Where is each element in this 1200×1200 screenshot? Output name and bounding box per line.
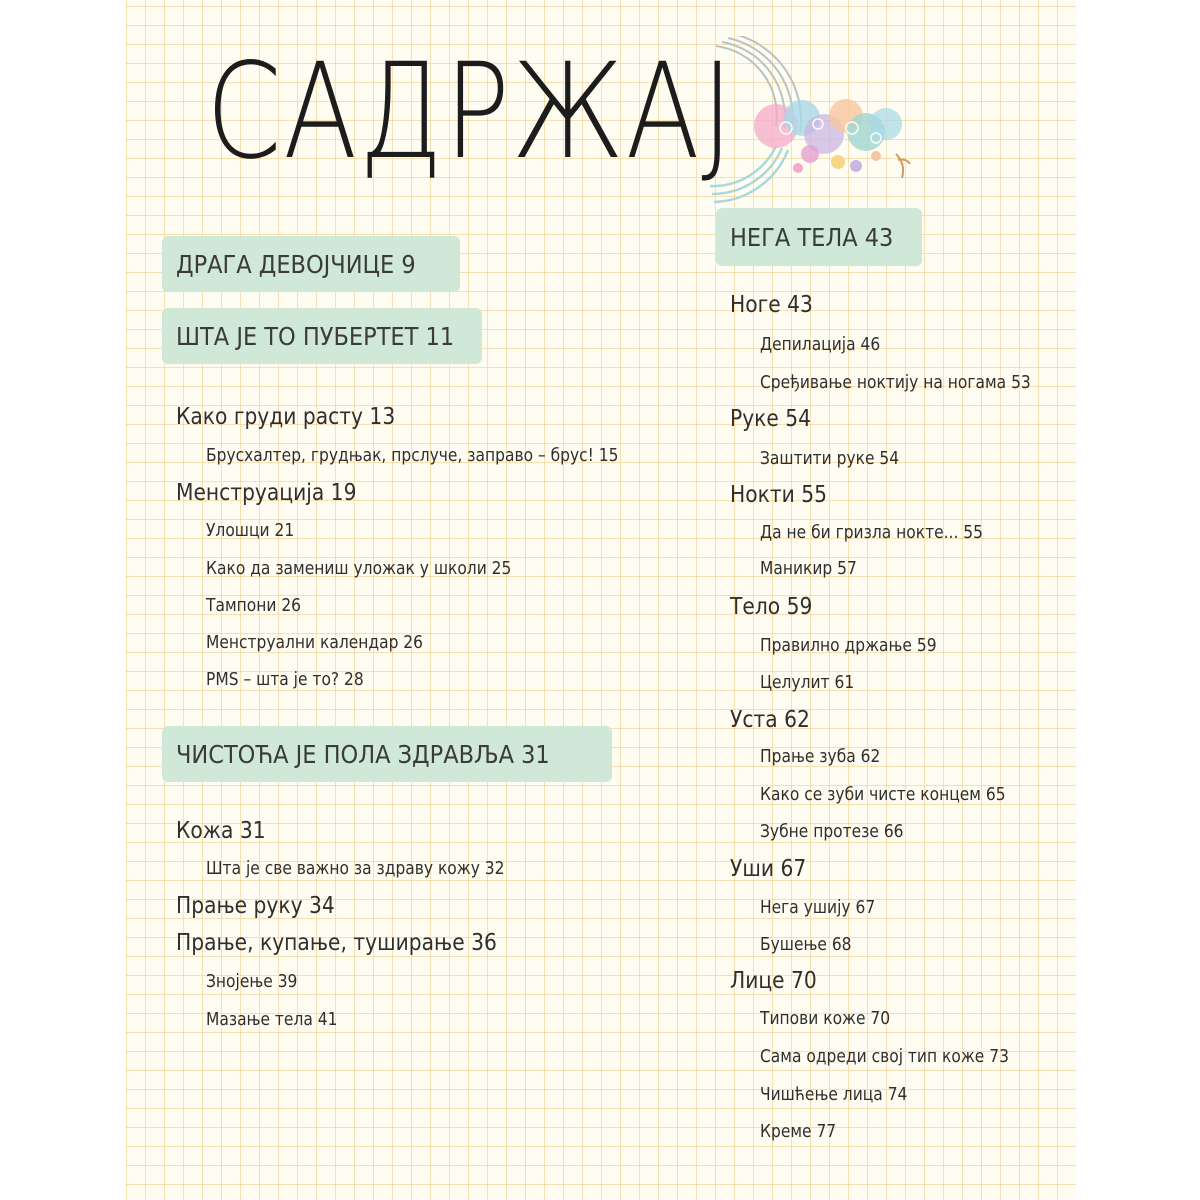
decorative-circles-ornament [706,36,926,206]
toc-entry[interactable]: Менструација 19 [176,480,357,506]
toc-subentry[interactable]: Како се зуби чисте концем 65 [760,784,1006,805]
toc-subentry[interactable]: Нега ушију 67 [760,897,876,918]
toc-subentry[interactable]: Улошци 21 [206,520,295,541]
toc-subentry[interactable]: Мазање тела 41 [206,1009,338,1030]
toc-subentry[interactable]: Прање зуба 62 [760,746,881,767]
section-header[interactable]: ЧИСТОЋА ЈЕ ПОЛА ЗДРАВЉА 31 [162,726,612,782]
toc-subentry[interactable]: Типови коже 70 [760,1008,891,1029]
toc-subentry[interactable]: Правилно држање 59 [760,635,937,656]
toc-subentry[interactable]: PMS – шта је то? 28 [206,669,364,690]
toc-subentry[interactable]: Тампони 26 [206,595,302,616]
toc-entry[interactable]: Уста 62 [730,707,810,733]
section-header[interactable]: НЕГА ТЕЛА 43 [716,208,922,266]
toc-entry[interactable]: Уши 67 [730,856,807,882]
toc-subentry[interactable]: Бушење 68 [760,934,852,955]
toc-subentry[interactable]: Знојење 39 [206,971,298,992]
toc-subentry[interactable]: Шта је све важно за здраву кожу 32 [206,858,505,879]
toc-entry[interactable]: Тело 59 [730,594,813,620]
toc-entry[interactable]: Лице 70 [730,968,817,994]
section-header[interactable]: ДРАГА ДЕВОЈЧИЦЕ 9 [162,236,460,292]
toc-subentry[interactable]: Заштити руке 54 [760,448,900,469]
toc-entry[interactable]: Ноге 43 [730,292,813,318]
toc-subentry[interactable]: Сређивање ноктију на ногама 53 [760,372,1031,393]
toc-entry[interactable]: Руке 54 [730,406,812,432]
section-header[interactable]: ШТА ЈЕ ТО ПУБЕРТЕТ 11 [162,308,482,364]
toc-entry[interactable]: Кожа 31 [176,818,266,844]
toc-subentry[interactable]: Депилација 46 [760,334,881,355]
toc-subentry[interactable]: Маникир 57 [760,558,857,579]
toc-subentry[interactable]: Целулит 61 [760,672,855,693]
toc-subentry[interactable]: Сама одреди свој тип коже 73 [760,1046,1009,1067]
toc-entry[interactable]: Како груди расту 13 [176,404,396,430]
toc-subentry[interactable]: Како да замениш уложак у школи 25 [206,558,512,579]
toc-subentry[interactable]: Чишћење лица 74 [760,1084,908,1105]
page-title: САДРЖАЈ [206,35,735,189]
toc-subentry[interactable]: Креме 77 [760,1121,837,1142]
toc-entry[interactable]: Нокти 55 [730,482,827,508]
toc-subentry[interactable]: Брусхалтер, грудњак, прслуче, заправо – брус! 15 [206,445,619,466]
toc-entry[interactable]: Прање, купање, туширање 36 [176,930,497,956]
toc-subentry[interactable]: Зубне протезе 66 [760,821,904,842]
toc-subentry[interactable]: Менструални календар 26 [206,632,424,653]
toc-entry[interactable]: Прање руку 34 [176,893,335,919]
toc-subentry[interactable]: Да не би гризла нокте... 55 [760,522,984,543]
